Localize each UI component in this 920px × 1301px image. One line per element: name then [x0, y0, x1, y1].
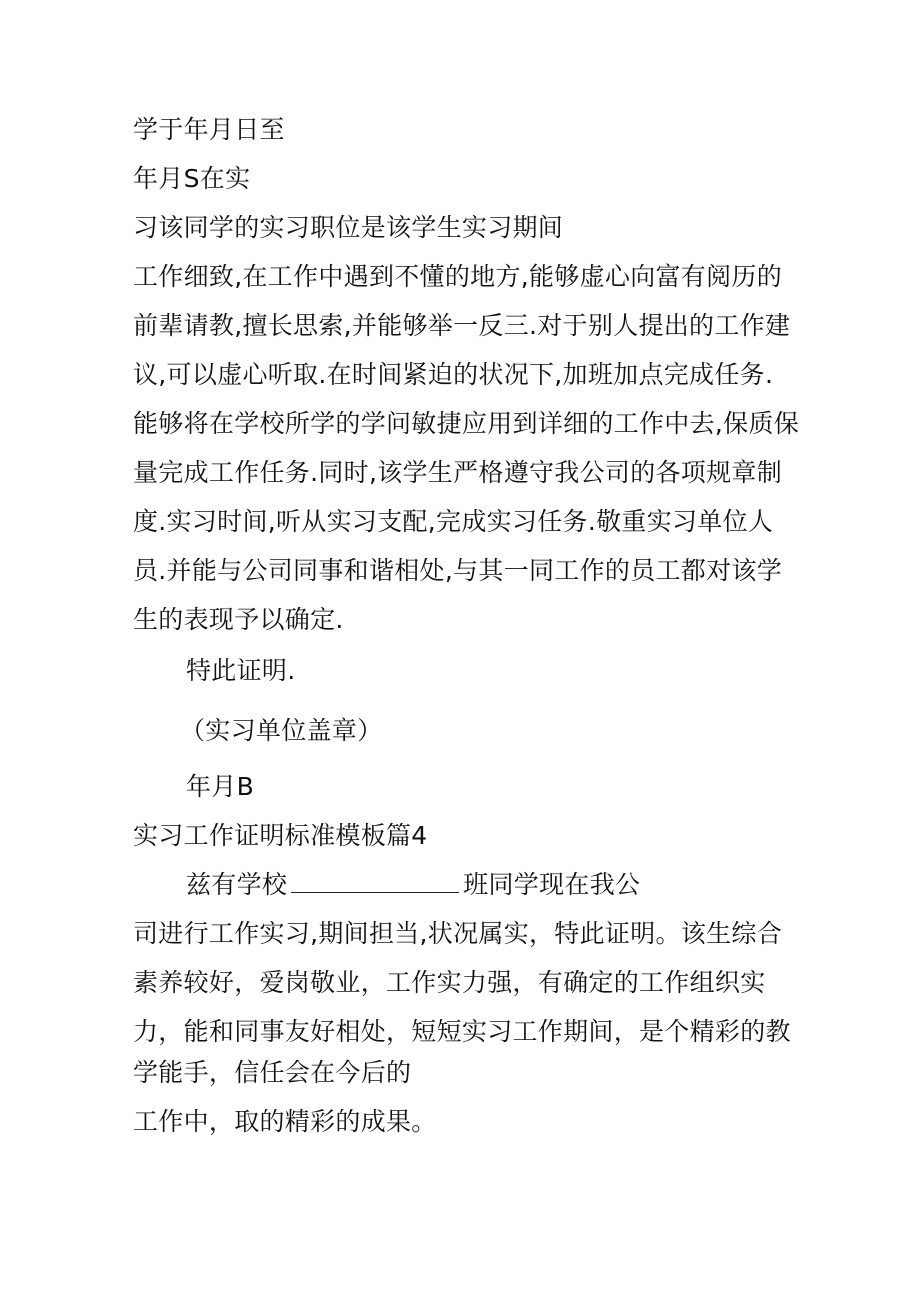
text-line: 学于年月日至 — [133, 115, 285, 144]
text-line: 工作细致,在工作中遇到不懂的地方,能够虚心向富有阅历的 — [133, 262, 782, 291]
text-after-blank: 班同学现在我公 — [463, 870, 641, 899]
text-line: 年月S在实 — [133, 164, 251, 193]
text-line: 生的表现予以确定. — [133, 605, 344, 634]
text-line: 习该同学的实习职位是该学生实习期间 — [133, 213, 564, 242]
text-line: 工作中，取的精彩的成果。 — [133, 1107, 437, 1136]
text-line: 议,可以虚心听取.在时间紧迫的状况下,加班加点完成任务. — [133, 360, 774, 389]
text-line: 素养较好，爱岗敬业，工作实力强，有确定的工作组织实 — [133, 968, 766, 997]
text-line: 学能手，信任会在今后的 — [133, 1058, 412, 1087]
text-line: 司进行工作实习,期间担当,状况属实，特此证明。该生综合 — [133, 919, 782, 948]
text-line: 力，能和同事友好相处，短短实习工作期间，是个精彩的教 — [133, 1017, 791, 1046]
text-line: 员.并能与公司同事和谐相处,与其一同工作的员工都对该学 — [133, 556, 782, 585]
stamp-label: （实习单位盖章） — [180, 716, 383, 745]
section-heading: 实习工作证明标准模板篇4 — [133, 821, 428, 850]
fill-in-blank — [291, 870, 459, 893]
text-line: 能够将在学校所学的学问敏捷应用到详细的工作中去,保质保 — [133, 409, 800, 438]
date-line: 年月B — [186, 772, 255, 801]
text-before-blank: 兹有学校 — [186, 870, 288, 899]
text-line: 量完成工作任务.同时,该学生严格遵守我公司的各项规章制 — [133, 458, 782, 487]
text-line: 前辈请教,擅长思索,并能够举一反三.对于别人提出的工作建 — [133, 311, 791, 340]
text-line: 度.实习时间,听从实习支配,完成实习任务.敬重实习单位人 — [133, 507, 774, 536]
closing-statement: 特此证明. — [186, 656, 296, 685]
text-line-with-blank — [186, 869, 640, 901]
